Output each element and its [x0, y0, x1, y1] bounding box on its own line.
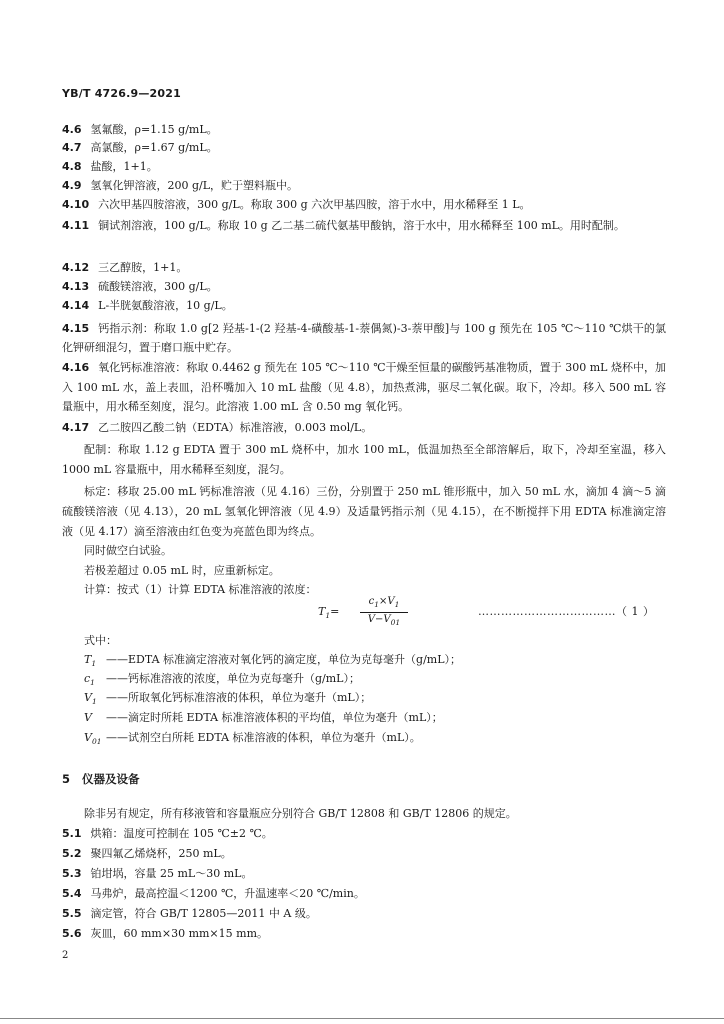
clause-text: 硫酸镁溶液，300 g/L。 [98, 280, 218, 293]
clause-4-10 [62, 197, 666, 212]
clause-5-6: 5.6 灰皿，60 mm×30 mm×15 mm。 [62, 927, 268, 940]
fraction-bar [360, 612, 408, 613]
clause-number: 4.14 [62, 299, 90, 312]
where-label: 式中： [84, 634, 117, 647]
range-note: 若极差超过 0.05 mL 时，应重新标定。 [84, 564, 280, 577]
clause-number: 4.6 [62, 123, 82, 136]
clause-number: 4.11 [62, 219, 90, 232]
edta-calibration: 标定：移取 25.00 mL 钙标准溶液（见 4.16）三份，分别置于 250 mL 锥形瓶中，加入 50 mL 水，滴加 4 滴～5 滴硫酸镁溶液（见 4.13），20 mL 氢氧化钾溶液（见 4.9）及适量钙指示剂（见 4.15），在不断搅拌下用 EDTA 标准滴定溶液（见 4.17）滴至溶液由红色变为亮蓝色即为终点。 [62, 485, 666, 538]
formula-fraction [360, 596, 408, 629]
clause-number: 4.10 [62, 198, 90, 211]
clause-text: 高氯酸，ρ=1.67 g/mL。 [90, 141, 218, 154]
clause-number: 4.9 [62, 179, 82, 192]
definition-item: V ——滴定时所耗 EDTA 标准溶液体积的平均值，单位为毫升（mL）； [84, 711, 443, 724]
standard-id: YB/T 4726.9—2021 [62, 87, 181, 100]
clause-text: 钙指示剂：称取 1.0 g[2 羟基-1-(2 羟基-4-磺酸基-1-萘偶氮)-3-萘甲酸]与 100 g 预先在 105 ℃～110 ℃烘干的氯化钾研细混匀，置于磨口瓶中贮存。 [62, 322, 666, 354]
clause-text: 氧化钙标准溶液：称取 0.4462 g 预先在 105 ℃～110 ℃干燥至恒量的碳酸钙基准物质，置于 300 mL 烧杯中，加入 100 mL 水，盖上表皿，沿杯嘴加入 10 mL 盐酸（见 4.8），加热煮沸，驱尽二氧化碳。取下，冷却。移入 500 mL 容量瓶中，用水稀至刻度，混匀。此溶液 1.00 mL 含 0.50 mg 氧化钙。 [62, 361, 666, 413]
clause-4-11 [62, 216, 666, 235]
clause-text: 氢氧化钾溶液，200 g/L，贮于塑料瓶中。 [90, 179, 299, 192]
clause-number: 4.17 [62, 421, 90, 434]
section-5-heading: 5 仪器及设备 [62, 772, 140, 786]
clause-4-12 [62, 260, 666, 275]
section-5-intro: 除非另有规定，所有移液管和容量瓶应分别符合 GB/T 12808 和 GB/T 12806 的规定。 [84, 807, 517, 820]
clause-text: L-半胱氨酸溶液，10 g/L。 [98, 299, 233, 312]
clause-4-6 [62, 122, 666, 137]
clause-4-16 [62, 358, 666, 417]
clause-text: 六次甲基四胺溶液，300 g/L。称取 300 g 六次甲基四胺，溶于水中，用水稀释至 1 L。 [98, 198, 531, 211]
clause-number: 4.8 [62, 160, 82, 173]
clause-4-9 [62, 178, 666, 193]
clause-number: 4.12 [62, 261, 90, 274]
clause-4-17 [62, 420, 666, 435]
blank-test: 同时做空白试验。 [84, 544, 172, 557]
clause-4-15 [62, 319, 666, 357]
clause-text: 盐酸，1+1。 [90, 160, 158, 173]
clause-text: 三乙醇胺，1+1。 [98, 261, 188, 274]
clause-number: 4.7 [62, 141, 82, 154]
definition-item: $V_1$ ——所取氧化钙标准溶液的体积，单位为毫升（mL）； [84, 691, 372, 707]
calculation-intro: 计算：按式（1）计算 EDTA 标准溶液的浓度： [84, 583, 317, 596]
clause-text: 氢氟酸，ρ=1.15 g/mL。 [90, 123, 218, 136]
clause-5-3: 5.3 铂坩埚，容量 25 mL～30 mL。 [62, 867, 253, 880]
clause-number: 4.15 [62, 322, 90, 335]
clause-number: 4.13 [62, 280, 90, 293]
clause-text: 铜试剂溶液，100 g/L。称取 10 g 乙二基二硫代氨基甲酸钠，溶于水中，用水稀释至 100 mL。用时配制。 [98, 219, 625, 232]
clause-text: 乙二胺四乙酸二钠（EDTA）标准溶液，0.003 mol/L。 [98, 421, 373, 434]
clause-5-4: 5.4 马弗炉，最高控温＜1200 ℃，升温速率＜20 ℃/min。 [62, 887, 365, 900]
clause-5-5: 5.5 滴定管，符合 GB/T 12805—2011 中 A 级。 [62, 907, 317, 920]
definition-item: $c_1$ ——钙标准溶液的浓度，单位为克每毫升（g/mL）； [84, 672, 360, 688]
clause-4-7 [62, 140, 666, 155]
formula-denominator: $V-V_{01}$ [367, 614, 401, 627]
formula-numerator: $c_1\times V_1$ [368, 596, 400, 609]
formula-lhs: $T_1=$ [318, 605, 340, 621]
definition-item: $T_1$ ——EDTA 标准滴定溶液对氧化钙的滴定度，单位为克每毫升（g/mL）； [84, 653, 462, 669]
clause-4-14 [62, 298, 666, 313]
clause-4-13 [62, 279, 666, 294]
edta-preparation: 配制：称取 1.12 g EDTA 置于 300 mL 烧杯中，加水 100 mL，低温加热至全部溶解后，取下，冷却至室温，移入 1000 mL 容量瓶中，用水稀释至刻度，混匀。 [62, 443, 666, 476]
clause-5-1: 5.1 烘箱：温度可控制在 105 ℃±2 ℃。 [62, 827, 273, 840]
clause-number: 4.16 [62, 361, 90, 374]
clause-4-8 [62, 159, 666, 174]
page-number: 2 [62, 950, 69, 961]
formula-1 [318, 596, 438, 626]
formula-number: ………………………………（ 1 ） [478, 605, 655, 618]
footer-divider [0, 1018, 724, 1019]
definition-item: $V_{01}$ ——试剂空白所耗 EDTA 标准溶液的体积，单位为毫升（mL）。 [84, 731, 421, 747]
clause-5-2: 5.2 聚四氟乙烯烧杯，250 mL。 [62, 847, 232, 860]
